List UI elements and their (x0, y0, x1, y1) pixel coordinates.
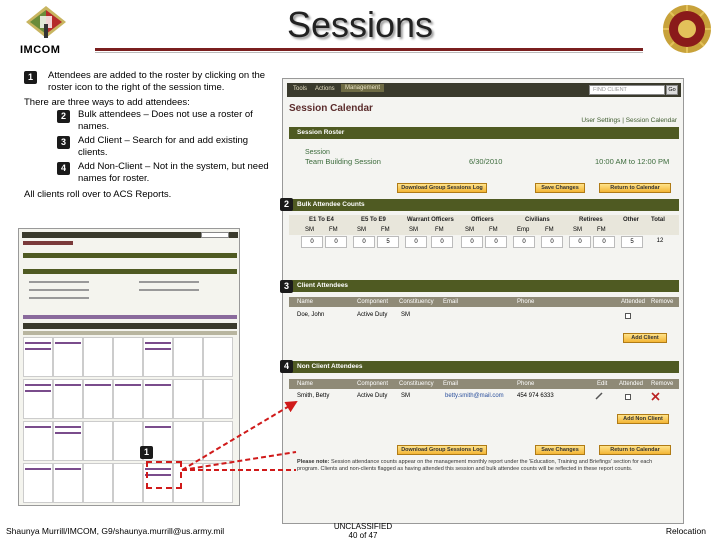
col-attended: Attended (619, 381, 644, 387)
session-name: Team Building Session (305, 157, 381, 166)
instructions-panel (24, 70, 276, 210)
title-rule (95, 48, 643, 51)
bulk-group-total: Total (651, 217, 665, 223)
col-constituency: Constituency (399, 381, 434, 387)
client-constituency: SM (401, 312, 410, 318)
session-time: 10:00 AM to 12:00 PM (595, 157, 670, 166)
bulk-sub-col: FM (435, 227, 444, 233)
thumb-day-cell (173, 337, 203, 377)
slide-title: Sessions (286, 4, 434, 45)
thumb-day-cell (113, 379, 143, 419)
client-attendees-header: Client Attendees (289, 280, 679, 292)
attended-checkbox[interactable] (625, 313, 631, 319)
edit-pencil-icon[interactable] (595, 392, 603, 400)
thumb-weekday-bar (23, 331, 237, 335)
client-columns-row (289, 297, 679, 307)
badge-3: 3 (280, 280, 293, 293)
bulk-group-e1-e4: E1 To E4 (309, 217, 334, 223)
step-badge-1: 1 (24, 71, 37, 84)
thumb-filter-bar (23, 269, 237, 274)
bulk-attendee-header: Bulk Attendee Counts (289, 199, 679, 211)
way-bulk-text: Bulk attendees – Does not use a roster of names. (78, 109, 253, 133)
thumb-day-cell (203, 379, 233, 419)
col-name: Name (297, 299, 314, 305)
bulk-group-header-row (289, 215, 679, 225)
way-non-client-text: Add Non-Client – Not in the system, but need names for roster. (78, 161, 269, 185)
table-row (289, 310, 679, 320)
bulk-sub-col: SM (357, 227, 366, 233)
non-client-constituency: SM (401, 393, 410, 399)
note-text: Session attendance counts appear on the management monthly report under the 'Education, Training and Briefings' section for each program. Clients and non-clients flagged as having attended this session and bulk attendee counts will be reflected in these report counts. (297, 459, 653, 472)
save-changes-button[interactable]: Save Changes (535, 183, 585, 193)
col-component: Component (357, 299, 389, 305)
session-calendar-thumbnail (18, 228, 240, 506)
imcom-label: IMCOM (20, 44, 61, 56)
col-email: Email (443, 299, 459, 305)
bulk-count-input[interactable]: 0 (541, 236, 563, 248)
bulk-values-row (289, 236, 679, 248)
tab-tools[interactable]: Tools (293, 86, 308, 92)
attended-checkbox[interactable] (625, 394, 631, 400)
thumb-day-cell (53, 337, 83, 377)
download-log-button-bottom[interactable]: Download Group Sessions Log (397, 445, 487, 455)
bulk-count-input[interactable]: 5 (377, 236, 399, 248)
bulk-count-input[interactable]: 0 (485, 236, 507, 248)
rollover-text: All clients roll over to ACS Reports. (24, 189, 172, 200)
classification-label: UNCLASSIFIED (333, 522, 393, 531)
page-number: 40 of 47 (348, 531, 378, 540)
thumb-day-cell (113, 421, 143, 461)
page-title: Session Calendar (289, 103, 373, 114)
footer-classification (330, 522, 396, 540)
bulk-count-input[interactable]: 0 (431, 236, 453, 248)
way-add-client-text: Add Client – Search for and add existing clients. (78, 135, 249, 159)
thumb-filter-line (29, 281, 89, 283)
tab-actions[interactable]: Actions (315, 86, 335, 92)
bulk-sub-col: FM (381, 227, 390, 233)
army-seal-icon (660, 2, 714, 56)
thumb-day-cell (53, 463, 83, 503)
bulk-count-input[interactable]: 0 (353, 236, 375, 248)
thumb-day-cell (83, 463, 113, 503)
bulk-group-warrant: Warrant Officers (407, 217, 454, 223)
return-calendar-button[interactable]: Return to Calendar (599, 183, 671, 193)
bulk-group-other: Other (623, 217, 640, 223)
bulk-count-input[interactable]: 0 (569, 236, 591, 248)
thumb-filter-line (29, 297, 89, 299)
thumb-legend-bar (23, 315, 237, 319)
col-remove: Remove (651, 299, 674, 305)
col-name: Name (297, 381, 314, 387)
footer-section: Relocation (665, 526, 706, 536)
non-client-component: Active Duty (357, 393, 388, 399)
bulk-group-officers: Officers (471, 217, 494, 223)
col-attended: Attended (621, 299, 646, 305)
save-changes-button-bottom[interactable]: Save Changes (535, 445, 585, 455)
thumb-header-bar (23, 253, 237, 258)
badge-2: 2 (280, 198, 293, 211)
client-name: Doe, John (297, 312, 325, 318)
ways-intro-text: There are three ways to add attendees: (24, 97, 190, 108)
title-rule-shadow (95, 52, 643, 53)
session-date: 6/30/2010 (469, 157, 503, 166)
bulk-count-input[interactable]: 0 (461, 236, 483, 248)
thumb-month-bar (23, 323, 237, 329)
attendance-note (297, 459, 675, 473)
thumb-day-cell (53, 379, 83, 419)
thumb-day-cell (83, 337, 113, 377)
user-links[interactable]: User Settings | Session Calendar (581, 117, 677, 124)
bulk-count-input[interactable]: 0 (405, 236, 427, 248)
thumb-day-cell (143, 337, 173, 377)
go-button[interactable]: Go (666, 85, 678, 95)
col-component: Component (357, 381, 389, 387)
download-log-button[interactable]: Download Group Sessions Log (397, 183, 487, 193)
bulk-count-input[interactable]: 0 (593, 236, 615, 248)
thumb-day-cell (203, 463, 233, 503)
session-roster-screenshot (282, 78, 684, 524)
top-nav-bar (287, 83, 681, 97)
thumb-day-cell (23, 379, 53, 419)
add-non-client-button[interactable]: Add Non Client (617, 414, 669, 424)
session-roster-header: Session Roster (289, 127, 679, 139)
bulk-sub-col: FM (597, 227, 606, 233)
thumb-day-cell (23, 421, 53, 461)
bulk-group-retirees: Retirees (579, 217, 603, 223)
bulk-count-input[interactable]: 0 (301, 236, 323, 248)
badge-4: 4 (280, 360, 293, 373)
step-badge-3: 3 (57, 136, 70, 149)
bulk-subheader-row (289, 225, 679, 235)
thumb-filter-line (139, 281, 199, 283)
col-edit: Edit (597, 381, 608, 387)
bulk-total-value: 12 (656, 238, 664, 244)
thumb-day-cell (143, 379, 173, 419)
bulk-sub-col: SM (465, 227, 474, 233)
badge-1: 1 (140, 446, 153, 459)
thumb-day-cell (23, 337, 53, 377)
non-client-name: Smith, Betty (297, 393, 330, 399)
thumb-search-input (201, 232, 229, 238)
intro-text: Attendees are added to the roster by clicking on the roster icon to the right of the session time. (48, 70, 266, 94)
bulk-sub-col: Emp (517, 227, 530, 233)
bulk-group-e5-e9: E5 To E9 (361, 217, 386, 223)
non-client-attendees-header: Non Client Attendees (289, 361, 679, 373)
bulk-sub-col: SM (409, 227, 418, 233)
thumb-day-cell (83, 379, 113, 419)
thumb-day-cell (203, 421, 233, 461)
bulk-sub-col: SM (305, 227, 314, 233)
non-client-email-link[interactable]: betty.smith@mail.com (445, 393, 504, 399)
bulk-count-input[interactable]: 0 (325, 236, 347, 248)
thumb-day-cell (113, 463, 143, 503)
thumb-day-cell (113, 337, 143, 377)
thumb-day-cell (173, 379, 203, 419)
thumb-day-cell (83, 421, 113, 461)
col-constituency: Constituency (399, 299, 434, 305)
roster-icon-highlight (146, 461, 182, 489)
return-calendar-button-bottom[interactable]: Return to Calendar (599, 445, 671, 455)
bulk-sub-col: FM (329, 227, 338, 233)
thumb-filter-line (139, 289, 199, 291)
col-email: Email (443, 381, 459, 387)
thumb-day-cell (23, 463, 53, 503)
step-badge-2: 2 (57, 110, 70, 123)
find-client-input[interactable]: FIND CLIENT (589, 85, 665, 95)
add-client-button[interactable]: Add Client (623, 333, 667, 343)
non-client-phone: 454 974 6333 (517, 393, 554, 399)
step-badge-4: 4 (57, 162, 70, 175)
remove-x-icon[interactable] (651, 392, 660, 401)
thumb-day-cell (53, 421, 83, 461)
thumb-filter-line (29, 289, 89, 291)
thumb-day-cell (173, 421, 203, 461)
col-phone: Phone (517, 381, 535, 387)
bulk-sub-col: FM (545, 227, 554, 233)
bulk-group-civilians: Civilians (525, 217, 550, 223)
bulk-count-input[interactable]: 0 (513, 236, 535, 248)
bulk-sub-col: SM (573, 227, 582, 233)
table-row (289, 391, 679, 401)
col-phone: Phone (517, 299, 535, 305)
session-label: Session (305, 149, 330, 156)
client-component: Active Duty (357, 312, 388, 318)
non-client-columns-row (289, 379, 679, 389)
thumb-day-cell (203, 337, 233, 377)
footer-author: Shaunya Murrill/IMCOM, G9/shaunya.murrill@us.army.mil (6, 526, 225, 536)
note-label: Please note: (297, 459, 330, 465)
bulk-count-input[interactable]: 5 (621, 236, 643, 248)
tab-management[interactable]: Management (341, 84, 384, 92)
bulk-sub-col: FM (489, 227, 498, 233)
thumb-page-title (23, 241, 73, 245)
col-remove: Remove (651, 381, 674, 387)
